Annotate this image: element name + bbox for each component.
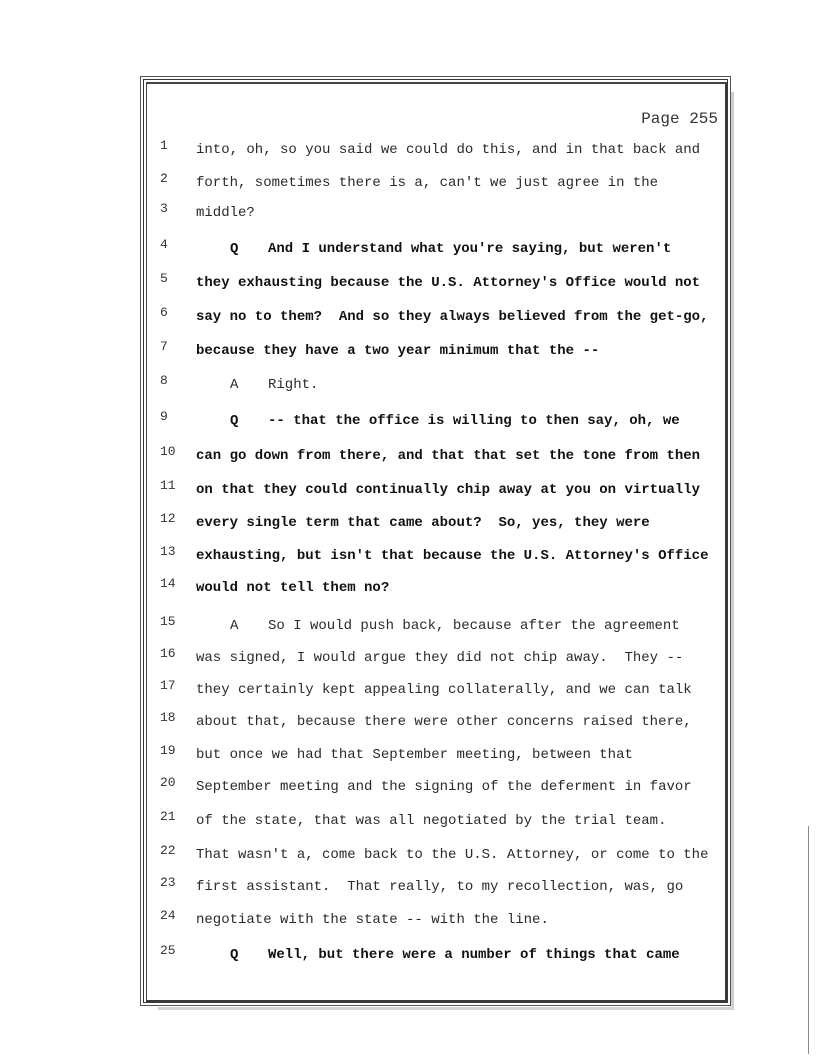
line-number: 20 [160,775,176,790]
line-content: was signed, I would argue they did not chip away. They -- [196,650,684,666]
transcript-line [160,945,730,965]
line-content: -- that the office is willing to then say, oh, we [268,413,680,429]
line-content: but once we had that September meeting, between that [196,747,633,763]
line-number: 13 [160,544,176,559]
line-content: every single term that came about? So, yes, they were [196,515,650,531]
transcript-line [160,173,730,193]
line-text [196,446,700,466]
transcript-line [160,712,730,732]
transcript-line [160,648,730,668]
speaker-label: Q [230,241,239,257]
line-text [196,648,683,668]
line-text [196,341,599,361]
line-number: 1 [160,138,168,153]
line-content: forth, sometimes there is a, can't we just agree in the [196,175,659,191]
transcript-line [160,546,730,566]
line-text [196,877,683,897]
line-number: 4 [160,237,168,252]
page-border-shadow-right [731,92,734,1010]
line-number: 6 [160,305,168,320]
line-content: because they have a two year minimum that the -- [196,343,600,359]
line-number: 10 [160,444,176,459]
transcript-line [160,273,730,293]
transcript-line [160,203,730,223]
line-number: 12 [160,511,176,526]
page-border-shadow-bottom [158,1007,734,1010]
transcript-line [160,877,730,897]
speaker-label: A [230,377,239,393]
line-text [196,546,708,566]
line-number: 22 [160,843,176,858]
line-text [196,273,700,293]
line-content: about that, because there were other concerns raised there, [196,714,692,730]
line-content: can go down from there, and that that set the tone from then [196,448,701,464]
scan-artifact-line [808,826,809,1054]
line-number: 21 [160,809,176,824]
line-text [196,680,692,700]
line-text [196,910,549,930]
line-content: into, oh, so you said we could do this, and in that back and [196,142,701,158]
line-content: September meeting and the signing of the deferment in favor [196,779,692,795]
transcript-line [160,616,730,636]
speaker-label: Q [230,413,239,429]
line-number: 25 [160,943,176,958]
line-text [196,307,708,327]
line-content: negotiate with the state -- with the line. [196,912,549,928]
line-content: on that they could continually chip away at you on virtually [196,482,701,498]
line-number: 14 [160,576,176,591]
line-number: 5 [160,271,168,286]
transcript-line [160,745,730,765]
line-text [196,513,650,533]
line-text [196,411,680,431]
line-number: 7 [160,339,168,354]
line-content: And I understand what you're saying, but weren't [268,241,672,257]
transcript-line [160,140,730,160]
line-number: 17 [160,678,176,693]
line-text [196,845,708,865]
transcript-line [160,845,730,865]
line-content: Well, but there were a number of things that came [268,947,680,963]
line-number: 16 [160,646,176,661]
line-number: 11 [160,478,176,493]
line-text [196,140,700,160]
line-text [196,239,671,259]
transcript-line [160,480,730,500]
line-text [196,777,692,797]
line-content: So I would push back, because after the agreement [268,618,680,634]
line-text [196,173,658,193]
line-number: 9 [160,409,168,424]
transcript-line [160,910,730,930]
page-number: Page 255 [641,110,718,128]
line-text [196,945,680,965]
line-content: say no to them? And so they always believed from the get-go, [196,309,709,325]
line-number: 18 [160,710,176,725]
transcript-line [160,239,730,259]
line-content: That wasn't a, come back to the U.S. Attorney, or come to the [196,847,709,863]
line-content: middle? [196,205,255,221]
transcript-line [160,375,730,395]
line-text [196,745,633,765]
line-number: 8 [160,373,168,388]
line-text [196,480,700,500]
line-number: 15 [160,614,176,629]
line-number: 3 [160,201,168,216]
line-content: Right. [268,377,319,393]
line-content: they certainly kept appealing collaterally, and we can talk [196,682,692,698]
line-text [196,811,666,831]
speaker-label: Q [230,947,239,963]
line-number: 24 [160,908,176,923]
line-text [196,712,692,732]
line-content: would not tell them no? [196,580,390,596]
line-text [196,578,389,598]
transcript-line [160,341,730,361]
transcript-line [160,811,730,831]
speaker-label: A [230,618,239,634]
line-text [196,203,255,223]
transcript-line [160,513,730,533]
line-content: of the state, that was all negotiated by the trial team. [196,813,667,829]
line-text [196,375,318,395]
line-content: first assistant. That really, to my recollection, was, go [196,879,684,895]
transcript-line [160,680,730,700]
transcript-line [160,411,730,431]
transcript-line [160,777,730,797]
line-number: 19 [160,743,176,758]
transcript-line [160,307,730,327]
line-number: 23 [160,875,176,890]
line-content: exhausting, but isn't that because the U.S. Attorney's Office [196,548,709,564]
transcript-line [160,446,730,466]
line-text [196,616,680,636]
line-content: they exhausting because the U.S. Attorney's Office would not [196,275,701,291]
line-number: 2 [160,171,168,186]
transcript-line [160,578,730,598]
